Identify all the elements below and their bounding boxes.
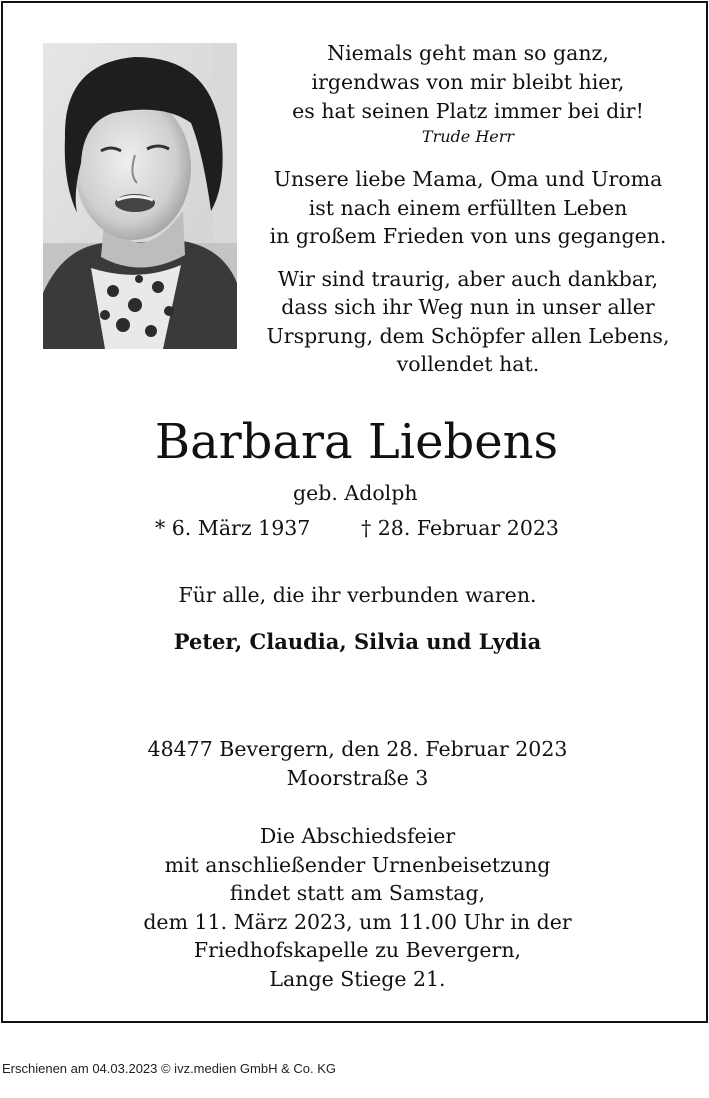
service-line: findet statt am Samstag, (229, 881, 486, 905)
reflection-text (249, 265, 687, 379)
service-line: Friedhofskapelle zu Bevergern, (193, 938, 522, 962)
tribute-line: Unsere liebe Mama, Oma und Uroma (273, 167, 663, 191)
reflection-line: dass sich ihr Weg nun in unser aller (281, 295, 655, 319)
dedication-line: Für alle, die ihr verbunden waren. (178, 583, 537, 607)
portrait-photo (43, 43, 237, 349)
service-line: dem 11. März 2023, um 11.00 Uhr in der (143, 909, 572, 934)
motto-line: es hat seinen Platz immer bei dir! (292, 99, 644, 123)
service-line: Die Abschiedsfeier (259, 824, 456, 848)
tribute-line: ist nach einem erfüllten Leben (308, 195, 628, 220)
publication-footer: Erschienen am 04.03.2023 © ivz.medien GmbH & Co. KG (2, 1061, 337, 1076)
reflection-line: Wir sind traurig, aber auch dankbar, (277, 266, 659, 291)
life-dates (155, 514, 559, 542)
reflection-line: Ursprung, dem Schöpfer allen Lebens, (266, 323, 670, 348)
obituary-frame (1, 1, 708, 1023)
birth-name: geb. Adolph (293, 481, 418, 505)
address-line: 48477 Bevergern, den 28. Februar 2023 (147, 737, 568, 761)
motto-quote (249, 39, 687, 147)
mourners-names: Peter, Claudia, Silvia und Lydia (173, 629, 542, 654)
reflection-line: vollendet hat. (396, 352, 540, 376)
service-announcement (3, 822, 709, 993)
birth-date: * 6. März 1937 (155, 516, 311, 540)
tribute-line: in großem Frieden von uns gegangen. (269, 224, 667, 248)
poem-and-text-column (249, 39, 687, 379)
deceased-name (3, 409, 709, 475)
tribute-text (249, 165, 687, 251)
motto-line: irgendwas von mir bleibt hier, (311, 70, 625, 94)
deceased-name-text: Barbara Liebens (154, 414, 559, 470)
motto-line: Niemals geht man so ganz, (327, 41, 609, 65)
address-block (3, 735, 709, 792)
service-line: mit anschließender Urnenbeisetzung (164, 852, 551, 877)
address-line: Moorstraße 3 (286, 765, 429, 790)
death-date: † 28. Februar 2023 (361, 516, 559, 540)
motto-author: Trude Herr (421, 127, 515, 146)
service-line: Lange Stiege 21. (269, 966, 446, 991)
